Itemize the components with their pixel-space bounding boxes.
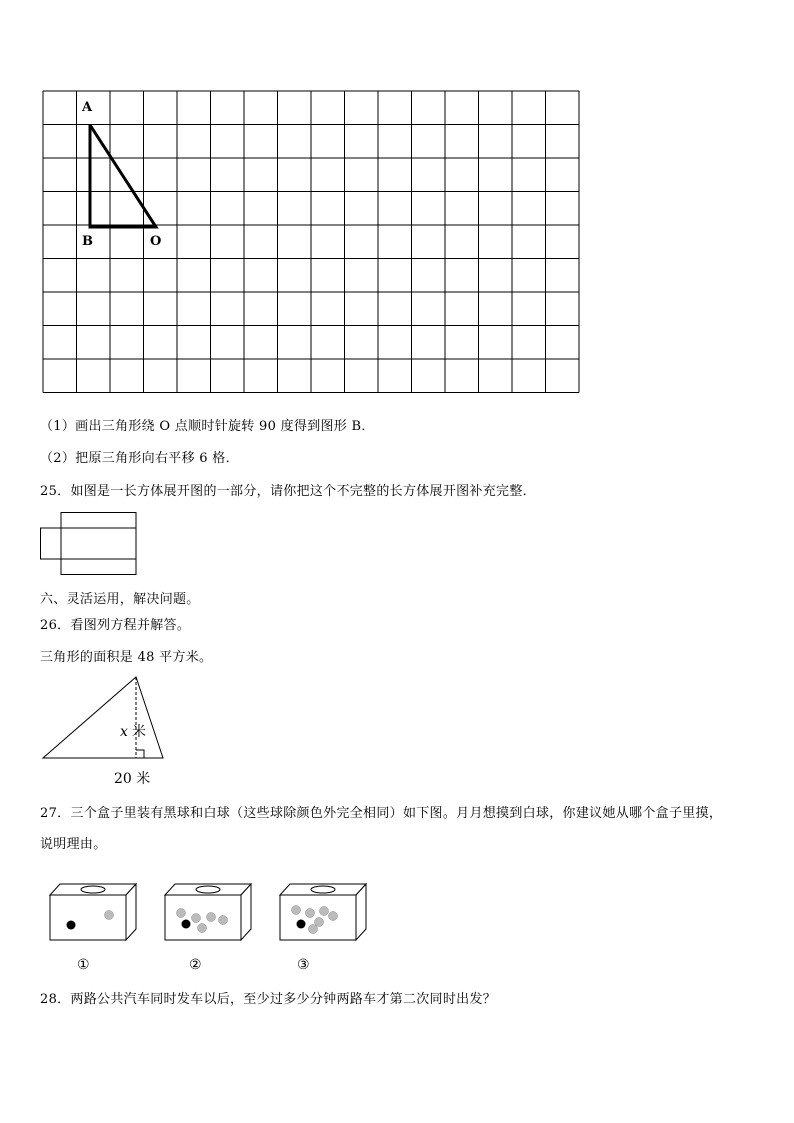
height-unit: 米 [132,724,146,740]
height-var: x [120,724,128,740]
box-3-black-ball [297,920,306,929]
box-1-white-ball [105,911,114,920]
label-b: B [82,234,93,249]
q24-item-1: （1）画出三角形绕 O 点顺时针旋转 90 度得到图形 B． [40,419,375,434]
box-label-1: ① [77,957,90,973]
label-a: A [82,100,93,115]
base-label: 20 米 [114,771,151,787]
box-label-3: ③ [297,957,310,973]
box-2-black-ball [182,920,191,929]
triangle-abo [90,125,156,227]
grid-figure [40,88,580,398]
triangle-figure [40,674,180,788]
q24-item-2: （2）把原三角形向右平移 6 格． [40,451,239,466]
q25-text: 25．如图是一长方体展开图的一部分，请你把这个不完整的长方体展开图补充完整． [40,484,536,499]
label-o: O [150,234,162,249]
box-1 [50,884,136,940]
q27-line-1: 27．三个盒子里装有黑球和白球（这些球除颜色外完全相同）如下图。月月想摸到白球，你建议她从哪个盒子里摸， [40,806,723,821]
section-6-title: 六、灵活运用，解决问题。 [40,592,200,607]
cuboid-net [40,512,140,578]
q28-text: 28．两路公共汽车同时发车以后，至少过多少分钟两路车才第二次同时出发？ [40,992,497,1007]
q26-given: 三角形的面积是 48 平方米。 [40,650,213,665]
box-label-2: ② [189,957,202,973]
q26-text: 26．看图列方程并解答。 [40,618,191,633]
grid-lines [43,91,579,393]
box-1-black-ball [67,921,76,930]
q27-line-2: 说明理由。 [40,837,107,852]
boxes-figure [40,880,380,975]
